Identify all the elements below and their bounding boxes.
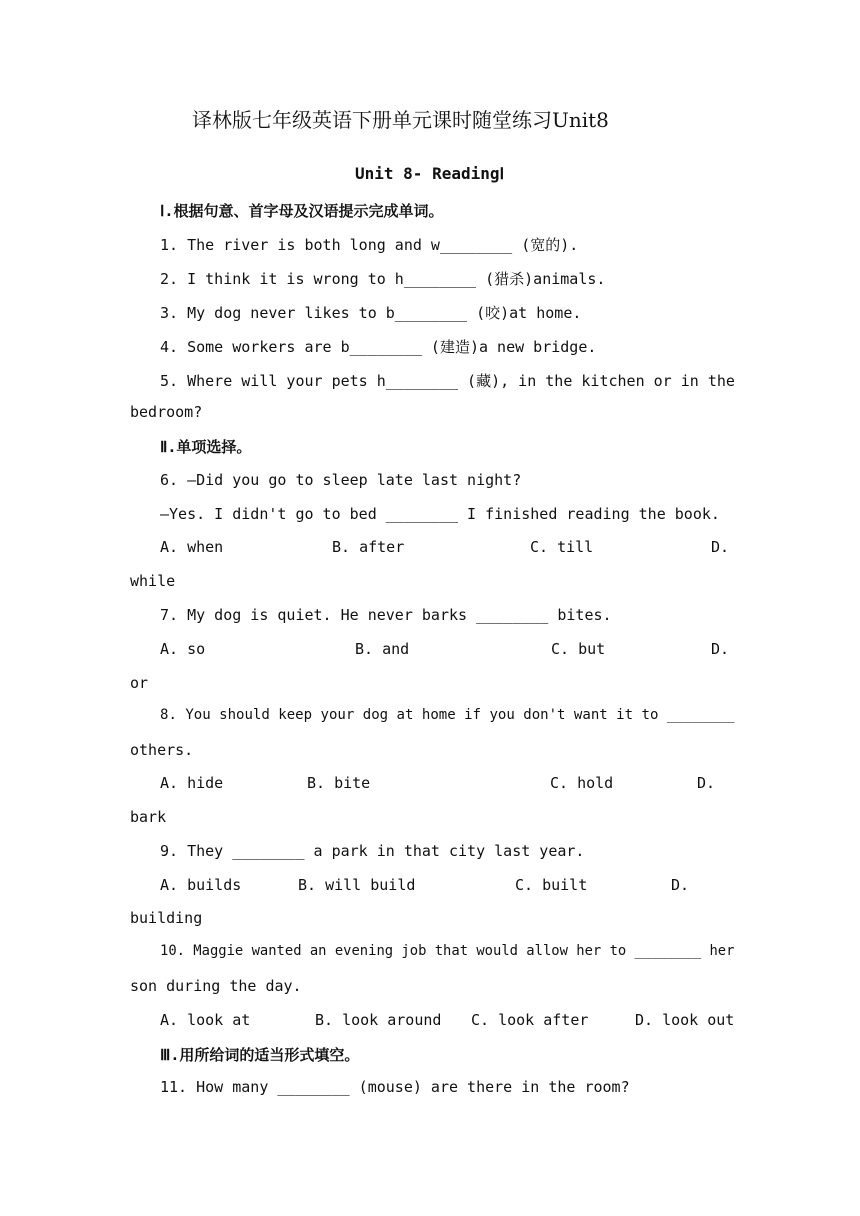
document-subtitle: Unit 8- ReadingⅠ xyxy=(355,164,505,183)
question-3: 3. My dog never likes to b________ (咬)at home. xyxy=(160,304,582,322)
question-7-option-b: B. and xyxy=(355,640,410,658)
question-7-option-c: C. but xyxy=(551,640,606,658)
section-3-heading: Ⅲ.用所给词的适当形式填空。 xyxy=(160,1046,360,1064)
question-8-option-a: A. hide xyxy=(160,774,224,792)
question-8-continuation: others. xyxy=(130,741,194,759)
question-6-option-c: C. till xyxy=(530,538,594,556)
question-9-option-a: A. builds xyxy=(160,876,242,894)
question-9-option-d-text: building xyxy=(130,909,203,927)
question-8-option-b: B. bite xyxy=(307,774,371,792)
question-9-option-c: C. built xyxy=(515,876,588,894)
question-10-option-d: D. look out xyxy=(635,1011,735,1029)
document-title: 译林版七年级英语下册单元课时随堂练习Unit8 xyxy=(192,108,609,132)
question-11: 11. How many ________ (mouse) are there in the room? xyxy=(160,1078,630,1096)
question-6-option-b: B. after xyxy=(332,538,405,556)
question-6-option-a: A. when xyxy=(160,538,224,556)
question-7-option-a: A. so xyxy=(160,640,206,658)
section-2-heading: Ⅱ.单项选择。 xyxy=(160,438,252,456)
question-1: 1. The river is both long and w________ (宽的). xyxy=(160,236,579,254)
question-10-continuation: son during the day. xyxy=(130,977,302,995)
question-8: 8. You should keep your dog at home if you don't want it to ________ xyxy=(160,707,735,723)
question-9: 9. They ________ a park in that city last year. xyxy=(160,842,585,860)
question-9-option-d: D. xyxy=(671,876,690,894)
question-6-reply: —Yes. I didn't go to bed ________ I finished reading the book. xyxy=(160,505,720,523)
question-2: 2. I think it is wrong to h________ (猎杀)animals. xyxy=(160,270,606,288)
section-1-heading: Ⅰ.根据句意、首字母及汉语提示完成单词。 xyxy=(160,202,444,220)
question-8-option-d: D. xyxy=(697,774,716,792)
question-10-option-a: A. look at xyxy=(160,1011,251,1029)
question-6: 6. —Did you go to sleep late last night? xyxy=(160,471,522,489)
question-5-continuation: bedroom? xyxy=(130,403,203,421)
question-5: 5. Where will your pets h________ (藏), in the kitchen or in the xyxy=(160,372,735,390)
question-7: 7. My dog is quiet. He never barks ________ bites. xyxy=(160,606,612,624)
question-6-option-d-text: while xyxy=(130,572,176,590)
question-6-option-d: D. xyxy=(711,538,730,556)
question-8-option-d-text: bark xyxy=(130,808,167,826)
question-7-option-d: D. xyxy=(711,640,730,658)
question-8-option-c: C. hold xyxy=(550,774,614,792)
question-10-option-c: C. look after xyxy=(471,1011,589,1029)
question-9-option-b: B. will build xyxy=(298,876,416,894)
question-10-option-b: B. look around xyxy=(315,1011,442,1029)
question-10: 10. Maggie wanted an evening job that would allow her to ________ her xyxy=(160,943,735,959)
question-4: 4. Some workers are b________ (建造)a new bridge. xyxy=(160,338,597,356)
question-7-option-d-text: or xyxy=(130,674,149,692)
